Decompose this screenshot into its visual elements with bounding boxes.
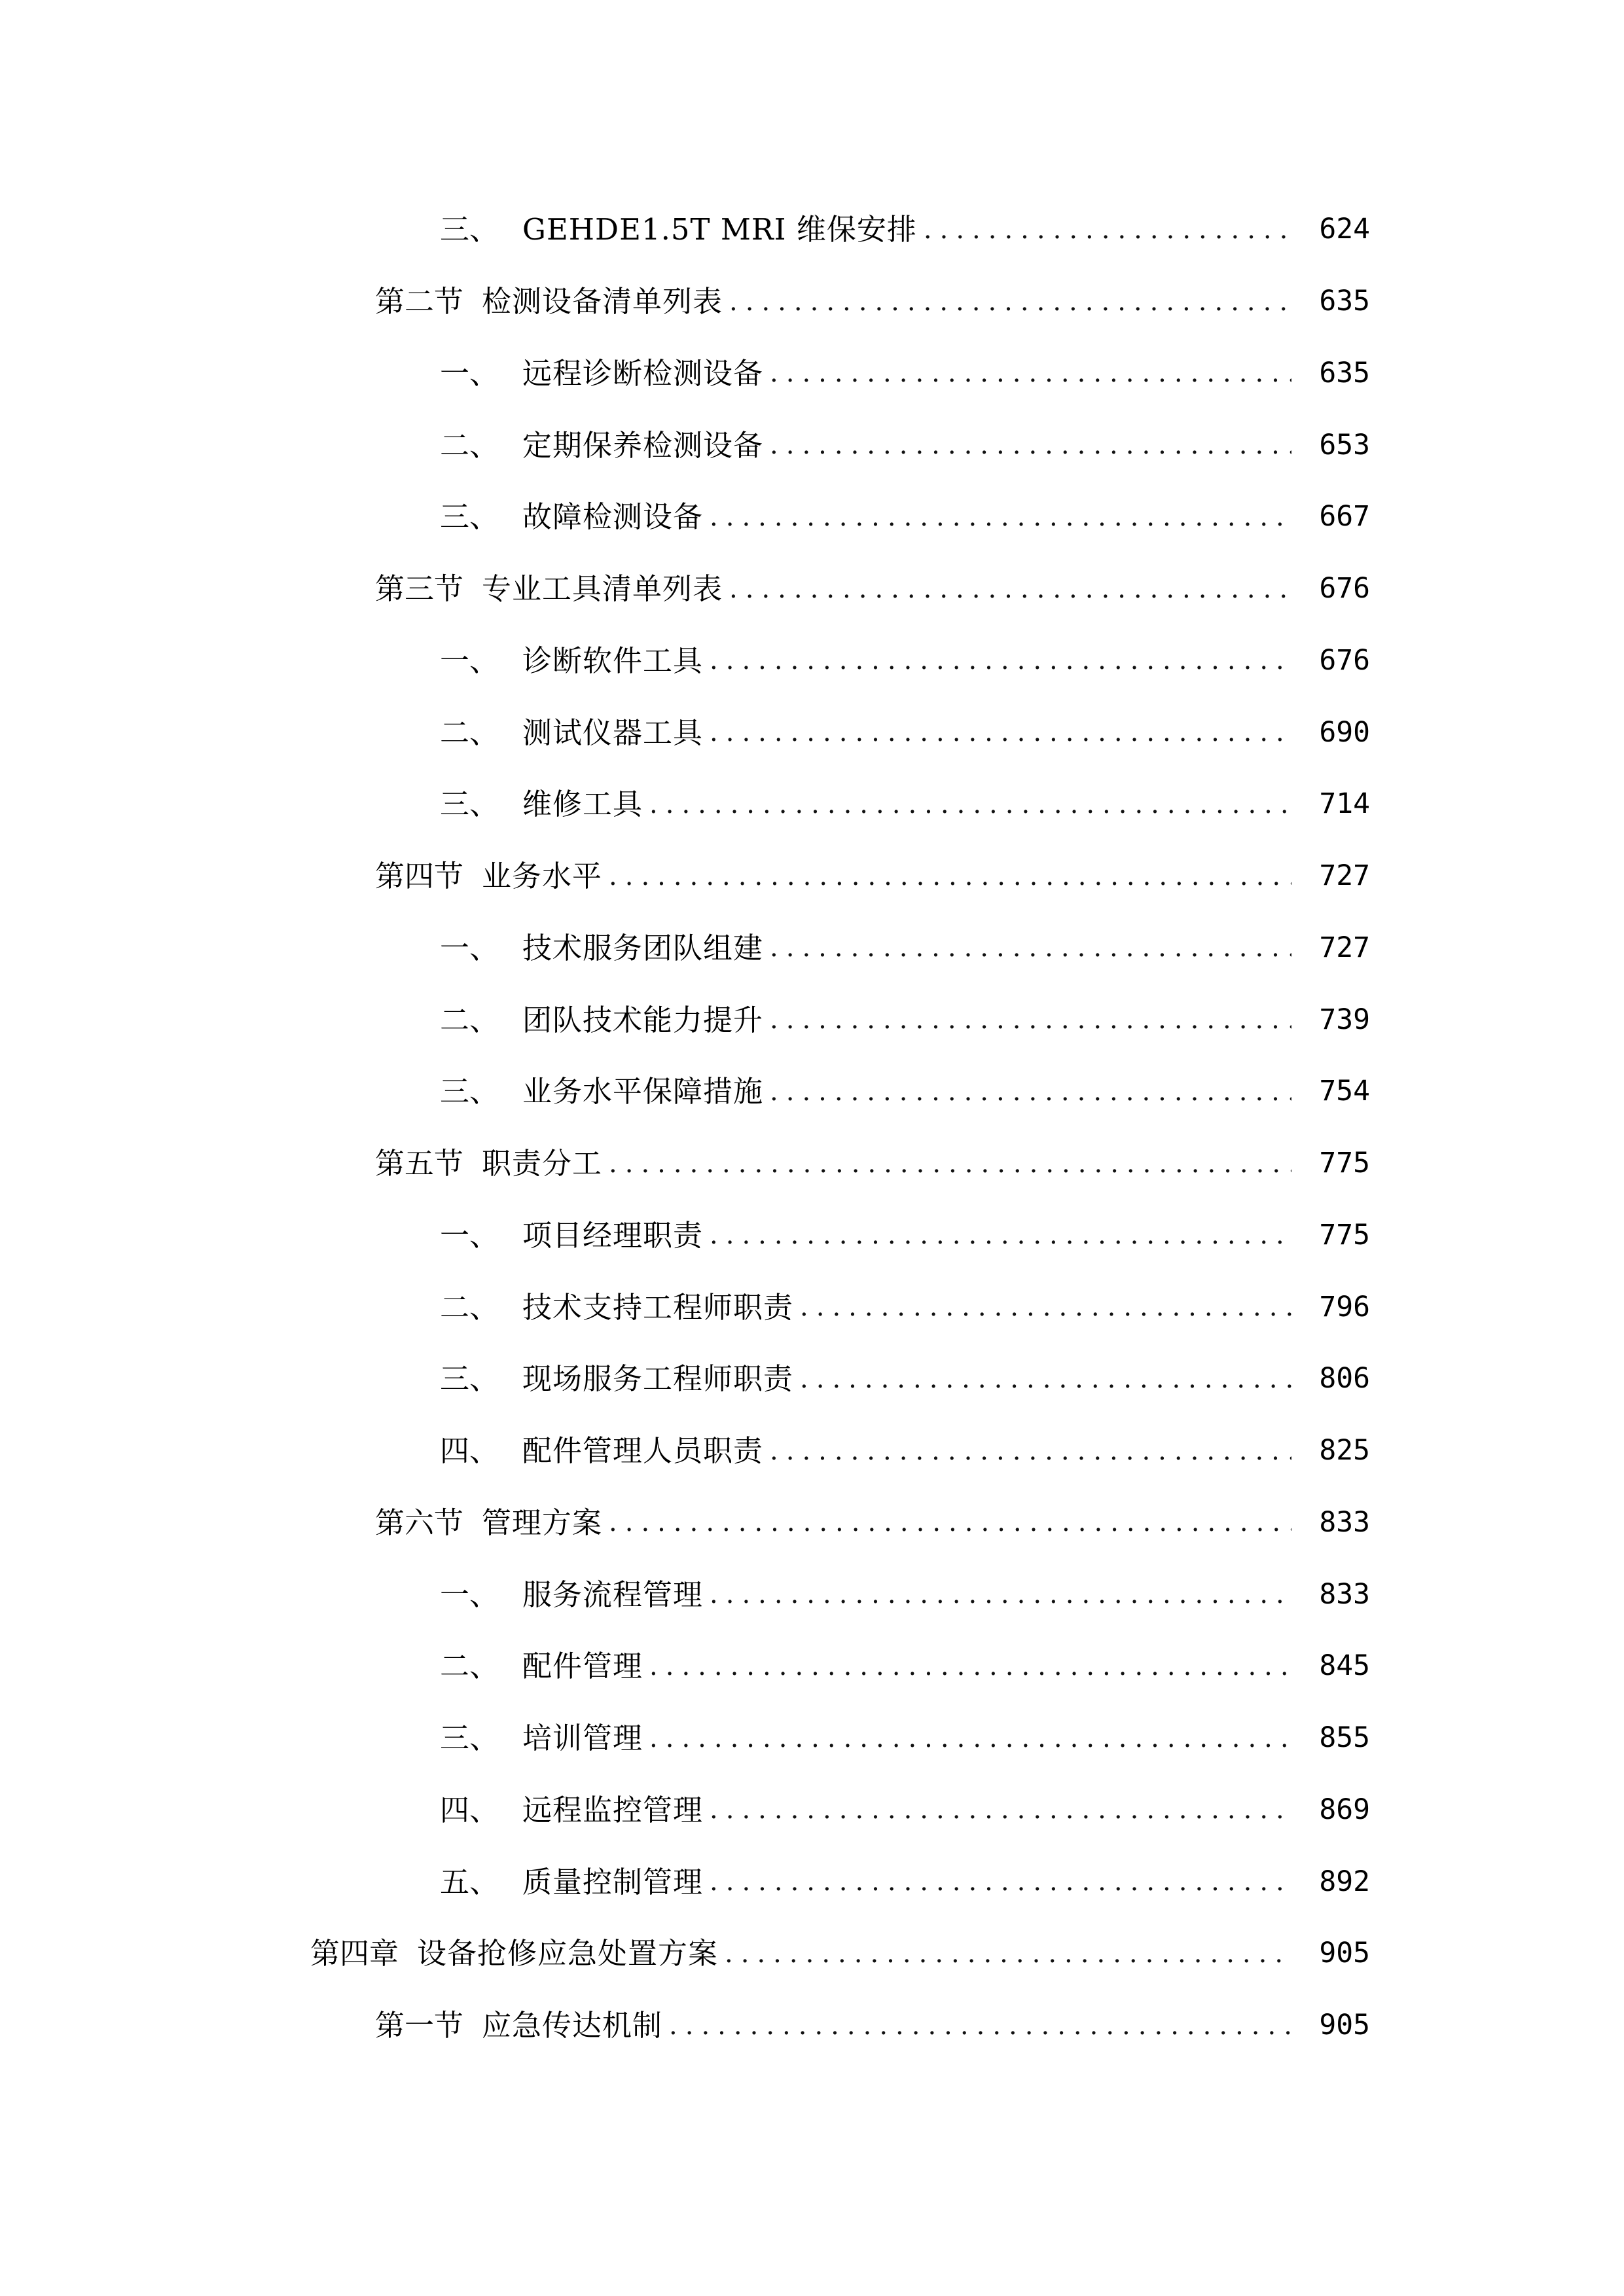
toc-entry-number: 三、 bbox=[440, 212, 499, 247]
toc-entry-number: 一、 bbox=[440, 355, 499, 391]
toc-entry-title: 团队技术能力提升 bbox=[522, 1002, 764, 1037]
toc-entry-number: 一、 bbox=[440, 643, 499, 678]
toc-entry-number: 第六节 bbox=[375, 1505, 464, 1540]
toc-entry-title: 培训管理 bbox=[522, 1721, 643, 1756]
toc-entry-number: 五、 bbox=[440, 1864, 499, 1899]
toc-dot-leader bbox=[649, 791, 1291, 817]
toc-entry-number: 二、 bbox=[440, 1002, 499, 1037]
toc-entry-title: 诊断软件工具 bbox=[522, 643, 704, 678]
toc-entry-title: 远程监控管理 bbox=[522, 1792, 704, 1827]
toc-entry[interactable] bbox=[0, 696, 1624, 768]
toc-entry[interactable] bbox=[0, 481, 1624, 553]
toc-entry[interactable] bbox=[0, 1415, 1624, 1487]
toc-page-number: 796 bbox=[1319, 1290, 1370, 1323]
toc-page-number: 833 bbox=[1319, 1505, 1370, 1539]
toc-page-number: 653 bbox=[1319, 428, 1370, 461]
toc-page-number: 869 bbox=[1319, 1793, 1370, 1826]
toc-dot-leader bbox=[669, 2013, 1291, 2039]
toc-page-number: 905 bbox=[1319, 1937, 1370, 1970]
toc-entry-title: 专业工具清单列表 bbox=[482, 571, 723, 607]
toc-entry-title: 应急传达机制 bbox=[482, 2008, 663, 2043]
toc-entry[interactable] bbox=[0, 409, 1624, 481]
toc-entry-title: 服务流程管理 bbox=[522, 1577, 704, 1612]
toc-dot-leader bbox=[729, 289, 1291, 315]
toc-dot-leader bbox=[710, 504, 1291, 530]
toc-entry[interactable] bbox=[0, 1128, 1624, 1200]
toc-entry-title: 业务水平 bbox=[482, 859, 603, 894]
toc-entry[interactable] bbox=[0, 1558, 1624, 1630]
toc-entry-number: 一、 bbox=[440, 1217, 499, 1253]
toc-entry-number: 四、 bbox=[440, 1792, 499, 1827]
toc-entry-number: 一、 bbox=[440, 930, 499, 965]
toc-entry[interactable] bbox=[0, 1918, 1624, 1990]
toc-page-number: 727 bbox=[1319, 859, 1370, 893]
toc-entry[interactable] bbox=[0, 625, 1624, 697]
toc-entry-number: 三、 bbox=[440, 1721, 499, 1756]
toc-entry[interactable] bbox=[0, 338, 1624, 410]
toc-entry-number: 一、 bbox=[440, 1577, 499, 1612]
toc-dot-leader bbox=[800, 1294, 1291, 1320]
toc-entry-number: 二、 bbox=[440, 427, 499, 463]
toc-dot-leader bbox=[609, 1151, 1291, 1177]
toc-dot-leader bbox=[770, 432, 1291, 458]
toc-entry[interactable] bbox=[0, 194, 1624, 266]
toc-page-number: 833 bbox=[1319, 1577, 1370, 1611]
toc-entry[interactable] bbox=[0, 984, 1624, 1056]
table-of-contents bbox=[0, 194, 1624, 2062]
toc-dot-leader bbox=[710, 1222, 1291, 1248]
toc-entry[interactable] bbox=[0, 1487, 1624, 1559]
toc-entry[interactable] bbox=[0, 1271, 1624, 1343]
toc-page-number: 676 bbox=[1319, 643, 1370, 677]
toc-dot-leader bbox=[649, 1653, 1291, 1679]
toc-page-number: 624 bbox=[1319, 213, 1370, 246]
toc-entry-title: 现场服务工程师职责 bbox=[522, 1361, 794, 1397]
toc-entry-number: 四、 bbox=[440, 1433, 499, 1469]
toc-page-number: 727 bbox=[1319, 931, 1370, 964]
toc-dot-leader bbox=[770, 935, 1291, 961]
toc-entry-title: 业务水平保障措施 bbox=[522, 1074, 764, 1109]
toc-entry-title: 检测设备清单列表 bbox=[482, 284, 723, 319]
toc-dot-leader bbox=[710, 1869, 1291, 1895]
toc-page-number: 676 bbox=[1319, 572, 1370, 605]
toc-dot-leader bbox=[609, 1509, 1291, 1535]
toc-entry-number: 第二节 bbox=[375, 284, 464, 319]
toc-page-number: 690 bbox=[1319, 715, 1370, 749]
toc-entry-title: 测试仪器工具 bbox=[522, 715, 704, 750]
toc-page-number: 635 bbox=[1319, 285, 1370, 318]
toc-page-number: 775 bbox=[1319, 1147, 1370, 1180]
toc-page-number: 845 bbox=[1319, 1649, 1370, 1683]
toc-entry-number: 三、 bbox=[440, 787, 499, 822]
toc-entry[interactable] bbox=[0, 1343, 1624, 1415]
toc-entry-title: 远程诊断检测设备 bbox=[522, 355, 764, 391]
toc-entry-number: 三、 bbox=[440, 499, 499, 535]
toc-entry[interactable] bbox=[0, 1702, 1624, 1774]
toc-entry[interactable] bbox=[0, 912, 1624, 984]
toc-entry[interactable] bbox=[0, 1846, 1624, 1918]
toc-dot-leader bbox=[710, 647, 1291, 673]
toc-entry-number: 第一节 bbox=[375, 2008, 464, 2043]
toc-dot-leader bbox=[770, 360, 1291, 386]
toc-entry[interactable] bbox=[0, 1774, 1624, 1846]
toc-entry[interactable] bbox=[0, 1990, 1624, 2062]
toc-entry[interactable] bbox=[0, 840, 1624, 912]
toc-entry-number: 第五节 bbox=[375, 1146, 464, 1181]
toc-page-number: 806 bbox=[1319, 1362, 1370, 1395]
toc-entry-title: 故障检测设备 bbox=[522, 499, 704, 535]
toc-entry[interactable] bbox=[0, 1630, 1624, 1702]
toc-page-number: 667 bbox=[1319, 500, 1370, 533]
toc-page-number: 754 bbox=[1319, 1075, 1370, 1108]
toc-dot-leader bbox=[924, 217, 1291, 243]
toc-page-number: 775 bbox=[1319, 1218, 1370, 1251]
toc-dot-leader bbox=[770, 1079, 1291, 1105]
toc-dot-leader bbox=[609, 863, 1291, 889]
toc-entry[interactable] bbox=[0, 1056, 1624, 1128]
toc-entry-title: 配件管理人员职责 bbox=[522, 1433, 764, 1469]
toc-dot-leader bbox=[710, 1797, 1291, 1823]
toc-entry-title: 维修工具 bbox=[522, 787, 643, 822]
toc-dot-leader bbox=[770, 1438, 1291, 1464]
toc-entry-number: 三、 bbox=[440, 1361, 499, 1397]
toc-page-number: 714 bbox=[1319, 787, 1370, 821]
toc-page-number: 825 bbox=[1319, 1434, 1370, 1467]
toc-entry-number: 三、 bbox=[440, 1074, 499, 1109]
toc-entry-title: 定期保养检测设备 bbox=[522, 427, 764, 463]
toc-entry[interactable] bbox=[0, 1200, 1624, 1272]
toc-dot-leader bbox=[770, 1007, 1291, 1033]
toc-entry-title: 配件管理 bbox=[522, 1649, 643, 1684]
toc-page-number: 855 bbox=[1319, 1721, 1370, 1755]
toc-page-number: 635 bbox=[1319, 356, 1370, 389]
toc-entry-title: 项目经理职责 bbox=[522, 1217, 704, 1253]
toc-entry-title: 管理方案 bbox=[482, 1505, 603, 1540]
toc-dot-leader bbox=[649, 1725, 1291, 1751]
toc-dot-leader bbox=[710, 1581, 1291, 1607]
toc-entry-number: 第四章 bbox=[310, 1936, 399, 1971]
toc-entry[interactable] bbox=[0, 768, 1624, 840]
toc-entry-number: 第三节 bbox=[375, 571, 464, 607]
toc-entry-title: 技术服务团队组建 bbox=[522, 930, 764, 965]
toc-page-number: 905 bbox=[1319, 2009, 1370, 2042]
toc-entry-number: 二、 bbox=[440, 715, 499, 750]
toc-entry-title: 职责分工 bbox=[482, 1146, 603, 1181]
toc-page-number: 739 bbox=[1319, 1003, 1370, 1036]
toc-dot-leader bbox=[729, 576, 1291, 602]
toc-entry[interactable] bbox=[0, 266, 1624, 338]
toc-entry-title: GEHDE1.5T MRI 维保安排 bbox=[522, 212, 917, 247]
toc-dot-leader bbox=[710, 719, 1291, 745]
toc-entry[interactable] bbox=[0, 553, 1624, 625]
toc-entry-number: 二、 bbox=[440, 1289, 499, 1325]
toc-entry-title: 设备抢修应急处置方案 bbox=[417, 1936, 719, 1971]
toc-entry-number: 二、 bbox=[440, 1649, 499, 1684]
toc-page-number: 892 bbox=[1319, 1865, 1370, 1898]
toc-entry-title: 质量控制管理 bbox=[522, 1864, 704, 1899]
toc-entry-number: 第四节 bbox=[375, 859, 464, 894]
toc-dot-leader bbox=[800, 1366, 1291, 1392]
toc-dot-leader bbox=[725, 1941, 1291, 1967]
toc-entry-title: 技术支持工程师职责 bbox=[522, 1289, 794, 1325]
